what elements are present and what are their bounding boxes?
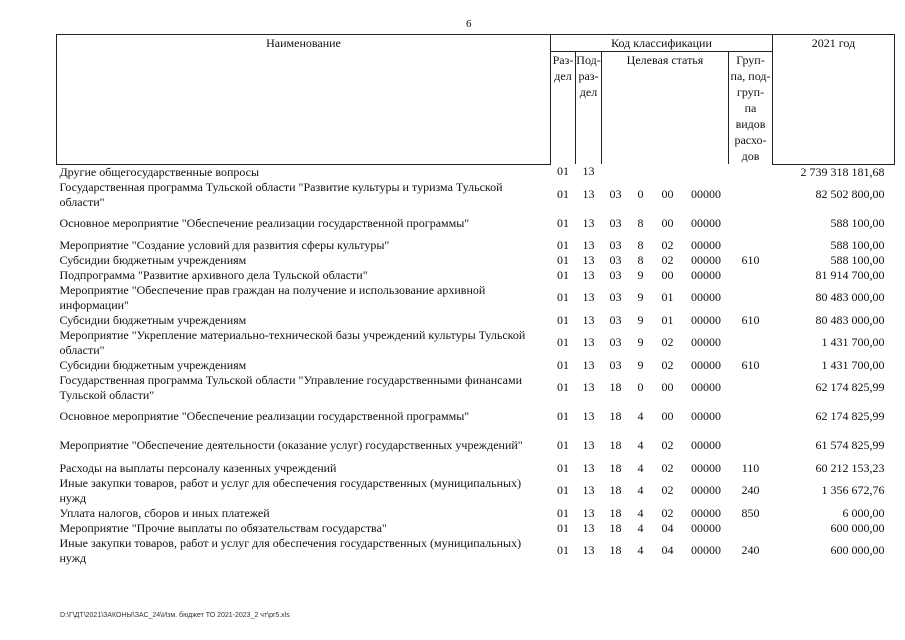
row-name: Мероприятие "Обеспечение прав граждан на получение и использование архивной информации" [59,282,486,312]
row-razdel: 01 [557,335,569,349]
row-amount: 588 100,00 [830,252,885,267]
row-podrazdel: 13 [582,409,595,423]
row-razdel: 01 [557,460,569,475]
row-target-direction: 00000 [691,438,721,452]
row-target-program: 03 [609,267,622,282]
row-expense-type [729,373,773,403]
budget-table-container [56,34,894,566]
row-expense-type: 610 [741,312,760,327]
row-target-program: 03 [609,252,622,267]
row-amount: 600 000,00 [830,543,885,557]
row-target-subprogram: 4 [637,409,644,423]
table-row [57,431,895,461]
row-podrazdel: 13 [582,438,595,452]
header-vid-line: расхо- [734,133,767,147]
row-podrazdel: 13 [582,335,595,349]
row-razdel: 01 [557,252,569,267]
header-code-group: Код классификации [551,35,773,52]
row-target-direction: 00000 [691,460,721,475]
table-row [57,461,895,476]
row-target-subprogram: 4 [637,438,644,452]
table-row [57,164,895,180]
table-row [57,180,895,210]
row-razdel: 01 [557,312,569,327]
row-expense-type [729,403,773,431]
header-vid-line: груп- [736,85,765,99]
row-target-program [602,164,630,180]
row-target-event: 00 [661,216,674,230]
row-target-direction: 00000 [691,187,721,201]
row-amount: 1 431 700,00 [821,335,885,349]
row-target-subprogram: 9 [637,312,644,327]
row-amount: 62 174 825,99 [815,380,885,394]
row-target-subprogram: 8 [637,216,644,230]
row-target-event: 04 [661,520,674,535]
table-row [57,536,895,566]
row-target-direction: 00000 [691,483,721,497]
row-expense-type [729,164,773,180]
row-name: Иные закупки товаров, работ и услуг для обеспечения государственных (муниципальных) нужд [59,475,522,505]
row-amount: 80 483 000,00 [815,290,885,304]
row-target-program: 18 [609,438,622,452]
row-target-direction: 00000 [691,505,721,520]
row-name: Субсидии бюджетным учреждениям [59,357,247,372]
row-target-event [652,164,684,180]
row-name: Другие общегосударственные вопросы [59,164,260,179]
header-year: 2021 год [773,35,895,165]
file-path-footer: D:\Г\ДТ\2021\ЗАКОНЫ\ЗАС_24\Изм. бюджет ТО 2021-2023_2 чт\pr5.xls [60,612,290,619]
row-amount: 588 100,00 [830,216,885,230]
row-target-program: 18 [609,520,622,535]
row-target-subprogram [630,164,652,180]
row-razdel: 01 [557,505,569,520]
row-target-subprogram: 0 [637,187,644,201]
row-target-subprogram: 9 [637,267,644,282]
row-expense-type [729,180,773,210]
row-target-event: 02 [661,357,674,372]
table-header [57,35,895,165]
row-razdel: 01 [557,380,569,394]
header-vid [729,52,773,165]
row-expense-type: 240 [741,483,760,497]
row-amount: 6 000,00 [842,505,885,520]
row-podrazdel: 13 [582,216,595,230]
row-name: Мероприятие "Укрепление материально-технической базы учреждений культуры Тульской области" [59,327,526,357]
table-row [57,358,895,373]
header-vid-line: Груп- [736,53,765,67]
table-row [57,238,895,253]
table-row [57,373,895,403]
row-target-direction: 00000 [691,409,721,423]
table-row [57,210,895,238]
table-row [57,328,895,358]
row-target-direction: 00000 [691,252,721,267]
row-target-direction: 00000 [691,335,721,349]
row-target-event: 00 [661,380,674,394]
row-amount: 62 174 825,99 [815,409,885,423]
row-target-direction: 00000 [691,380,721,394]
row-name: Государственная программа Тульской области "Управление государственными финансами Тульской области" [59,372,522,402]
row-target-subprogram: 9 [637,290,644,304]
row-name: Субсидии бюджетным учреждениям [59,312,247,327]
row-target-subprogram: 4 [637,483,644,497]
row-amount: 81 914 700,00 [815,267,885,282]
row-amount: 61 574 825,99 [815,438,885,452]
budget-table [56,34,895,566]
row-target-direction: 00000 [691,543,721,557]
row-target-event: 00 [661,409,674,423]
table-row [57,403,895,431]
row-target-event: 01 [661,312,674,327]
row-expense-type [729,328,773,358]
row-podrazdel: 13 [582,312,595,327]
row-podrazdel: 13 [582,290,595,304]
row-expense-type: 610 [741,252,760,267]
row-target-event: 00 [661,187,674,201]
header-name: Наименование [57,35,551,165]
row-name: Государственная программа Тульской области "Развитие культуры и туризма Тульской области" [59,179,503,209]
row-target-program: 03 [609,216,622,230]
table-row [57,268,895,283]
table-row [57,313,895,328]
row-name: Расходы на выплаты персоналу казенных учреждений [59,460,337,475]
row-target-event: 02 [661,483,674,497]
row-target-program: 03 [609,237,622,252]
row-razdel: 01 [557,357,569,372]
row-name: Основное мероприятие "Обеспечение реализации государственной программы" [59,409,470,423]
row-expense-type [729,283,773,313]
row-expense-type: 850 [741,505,760,520]
row-target-direction: 00000 [691,290,721,304]
row-target-program: 18 [609,543,622,557]
row-amount: 1 356 672,76 [821,483,885,497]
row-target-subprogram: 4 [637,505,644,520]
row-name: Основное мероприятие "Обеспечение реализации государственной программы" [59,216,470,230]
row-razdel: 01 [557,520,569,535]
row-expense-type [729,210,773,238]
table-row [57,506,895,521]
table-row [57,476,895,506]
row-amount: 588 100,00 [830,237,885,252]
row-expense-type: 240 [741,543,760,557]
row-podrazdel: 13 [582,543,595,557]
row-podrazdel: 13 [582,520,595,535]
row-amount: 80 483 000,00 [815,312,885,327]
header-vid-line: дов [741,149,760,163]
row-target-event: 01 [661,290,674,304]
header-podrazdel-line: раз- [578,69,599,83]
row-name: Мероприятие "Обеспечение деятельности (оказание услуг) государственных учреждений" [59,438,523,452]
row-name: Подпрограмма "Развитие архивного дела Тульской области" [59,267,368,282]
row-target-direction: 00000 [691,267,721,282]
row-expense-type: 610 [741,357,760,372]
header-podrazdel [576,52,602,165]
row-razdel: 01 [557,483,569,497]
row-target-program: 03 [609,357,622,372]
row-expense-type [729,268,773,283]
row-target-direction: 00000 [691,520,721,535]
row-target-subprogram: 9 [637,357,644,372]
row-target-event: 02 [661,335,674,349]
row-razdel: 01 [557,409,569,423]
row-target-subprogram: 8 [637,237,644,252]
row-expense-type [729,431,773,461]
row-target-program: 03 [609,335,622,349]
table-row [57,253,895,268]
page-number: 6 [466,18,472,30]
row-target-direction: 00000 [691,357,721,372]
row-amount: 2 739 318 181,68 [800,164,885,179]
row-target-program: 18 [609,505,622,520]
row-podrazdel: 13 [582,237,595,252]
row-target-event: 02 [661,460,674,475]
row-razdel: 01 [557,187,569,201]
row-podrazdel: 13 [582,460,595,475]
row-razdel: 01 [557,543,569,557]
table-body [57,164,895,566]
row-podrazdel: 13 [582,483,595,497]
row-name: Мероприятие "Создание условий для развития сферы культуры" [59,237,390,252]
header-podrazdel-line: Под- [576,53,601,67]
row-target-direction: 00000 [691,312,721,327]
header-vid-line: па, под- [730,69,771,83]
row-razdel: 01 [557,216,569,230]
header-podrazdel-line: дел [579,85,598,99]
row-target-subprogram: 0 [637,380,644,394]
row-target-program: 18 [609,483,622,497]
row-target-direction [684,164,729,180]
row-razdel: 01 [557,438,569,452]
row-target-direction: 00000 [691,216,721,230]
row-amount: 600 000,00 [830,520,885,535]
row-target-program: 03 [609,187,622,201]
row-expense-type [729,238,773,253]
row-amount: 1 431 700,00 [821,357,885,372]
row-target-event: 00 [661,267,674,282]
row-podrazdel: 13 [582,505,595,520]
row-name: Субсидии бюджетным учреждениям [59,252,247,267]
row-target-subprogram: 8 [637,252,644,267]
row-amount: 60 212 153,23 [815,460,885,475]
row-expense-type: 110 [741,460,760,475]
row-expense-type [729,521,773,536]
row-target-subprogram: 4 [637,460,644,475]
header-vid-line: видов [735,117,766,131]
row-name: Уплата налогов, сборов и иных платежей [59,505,270,520]
row-podrazdel: 13 [582,380,595,394]
row-target-program: 18 [609,460,622,475]
row-target-event: 02 [661,252,674,267]
header-razdel-line: Раз- [552,53,574,67]
row-target-event: 02 [661,505,674,520]
row-razdel: 01 [557,267,569,282]
row-name: Мероприятие "Прочие выплаты по обязательствам государства" [59,520,387,535]
row-amount: 82 502 800,00 [815,187,885,201]
header-razdel [551,52,576,165]
row-razdel: 01 [557,237,569,252]
row-podrazdel: 13 [582,252,595,267]
row-target-subprogram: 4 [637,543,644,557]
header-razdel-line: дел [554,69,572,83]
row-target-event: 02 [661,438,674,452]
row-podrazdel: 13 [582,357,595,372]
table-row [57,521,895,536]
row-target-event: 02 [661,237,674,252]
row-target-program: 03 [609,290,622,304]
table-row [57,283,895,313]
row-target-program: 03 [609,312,622,327]
row-target-subprogram: 9 [637,335,644,349]
row-razdel: 01 [557,164,569,179]
row-target-subprogram: 4 [637,520,644,535]
row-podrazdel: 13 [582,187,595,201]
row-target-program: 18 [609,380,622,394]
row-podrazdel: 13 [582,267,595,282]
row-target-program: 18 [609,409,622,423]
header-target: Целевая статья [602,52,729,165]
header-vid-line: па [744,101,757,115]
row-target-direction: 00000 [691,237,721,252]
row-target-event: 04 [661,543,674,557]
row-razdel: 01 [557,290,569,304]
row-name: Иные закупки товаров, работ и услуг для обеспечения государственных (муниципальных) нужд [59,535,522,565]
row-podrazdel: 13 [582,164,595,179]
